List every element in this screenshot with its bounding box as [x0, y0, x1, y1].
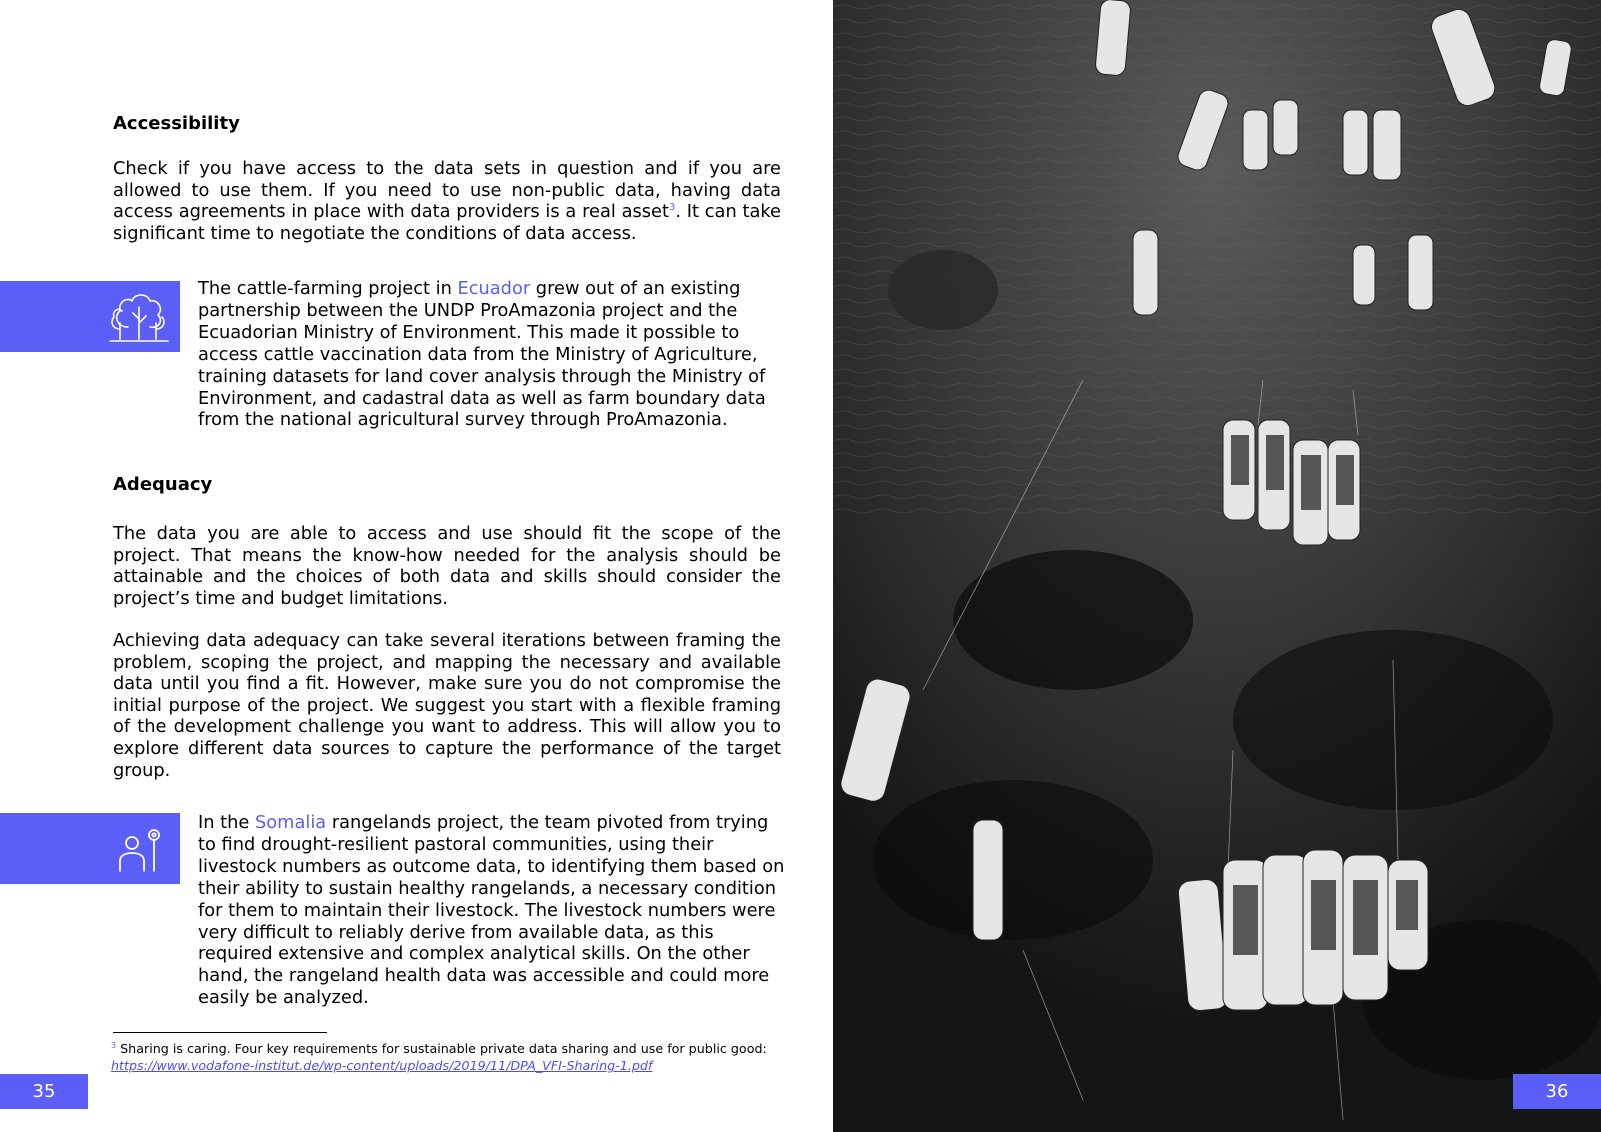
adequacy-paragraph-1: The data you are able to access and use should fit the scope of the project. That means the know-how needed for the analysis should be attainable and the choices of both data and skills should consider the project’s time and budget limitations.	[113, 523, 781, 609]
callout-somalia-text-before: In the	[198, 812, 255, 833]
footnote-number: 3	[111, 1040, 117, 1050]
callout-somalia-text-after: rangelands project, the team pivoted from trying to find drought-resilient pastoral communities, using their livestock numbers as outcome data, to identifying them based on their ability to sustain healthy rangelands, a necessary condition for them to maintain their livestock. The livestock numbers were very difficult to reliably derive from available data, as this required extensive and complex analytical skills. On the other hand, the rangeland health data was accessible and could more easily be analyzed.	[198, 812, 785, 1009]
footnote-divider	[113, 1032, 327, 1033]
callout-somalia-text	[198, 812, 788, 1009]
accessibility-text-before: Check if you have access to the data sets in question and if you are allowed to use them. If you need to use non-public data, having data access agreements in place with data providers is a real asset	[113, 158, 781, 223]
aerial-boats-photo	[833, 0, 1601, 1132]
accessibility-text-after: . It can take significant time to negotiate the conditions of data access.	[113, 201, 781, 244]
footnote-url-link[interactable]: https://www.vodafone-institut.de/wp-content/uploads/2019/11/DPA_VFI-Sharing-1.pdf	[111, 1058, 653, 1073]
somalia-link[interactable]: Somalia	[255, 812, 327, 833]
person-idea-icon	[110, 821, 170, 877]
ecuador-link[interactable]: Ecuador	[457, 278, 531, 299]
callout-ecuador-text	[198, 278, 788, 431]
page-number-left: 35	[0, 1074, 88, 1109]
accessibility-paragraph	[113, 158, 781, 244]
adequacy-paragraph-2: Achieving data adequacy can take several iterations between framing the problem, scoping the project, and mapping the necessary and available data until you find a fit. However, make sure you do not compromise the initial purpose of the project. We suggest you start with a flexible framing of the development challenge you want to address. This will allow you to explore different data sources to capture the performance of the target group.	[113, 630, 781, 781]
page-number-right: 36	[1513, 1074, 1601, 1109]
callout-ecuador-text-before: The cattle-farming project in	[198, 278, 458, 299]
footnote	[111, 1040, 811, 1074]
callout-ecuador-text-after: grew out of an existing partnership between the UNDP ProAmazonia project and the Ecuadorian Ministry of Environment. This made it possible to access cattle vaccination data from the Ministry of Agriculture, training datasets for land cover analysis through the Ministry of Environment, and cadastral data as well as farm boundary data from the national agricultural survey through ProAmazonia.	[198, 278, 766, 431]
heading-accessibility: Accessibility	[113, 113, 240, 134]
callout-somalia-block	[0, 813, 180, 884]
footnote-text: Sharing is caring. Four key requirements for sustainable private data sharing and use for public good:	[116, 1041, 767, 1056]
heading-adequacy: Adequacy	[113, 474, 213, 495]
trees-icon	[106, 289, 170, 345]
callout-ecuador-block	[0, 281, 180, 352]
right-page	[833, 0, 1601, 1132]
footnote-ref[interactable]: 3	[668, 202, 676, 214]
